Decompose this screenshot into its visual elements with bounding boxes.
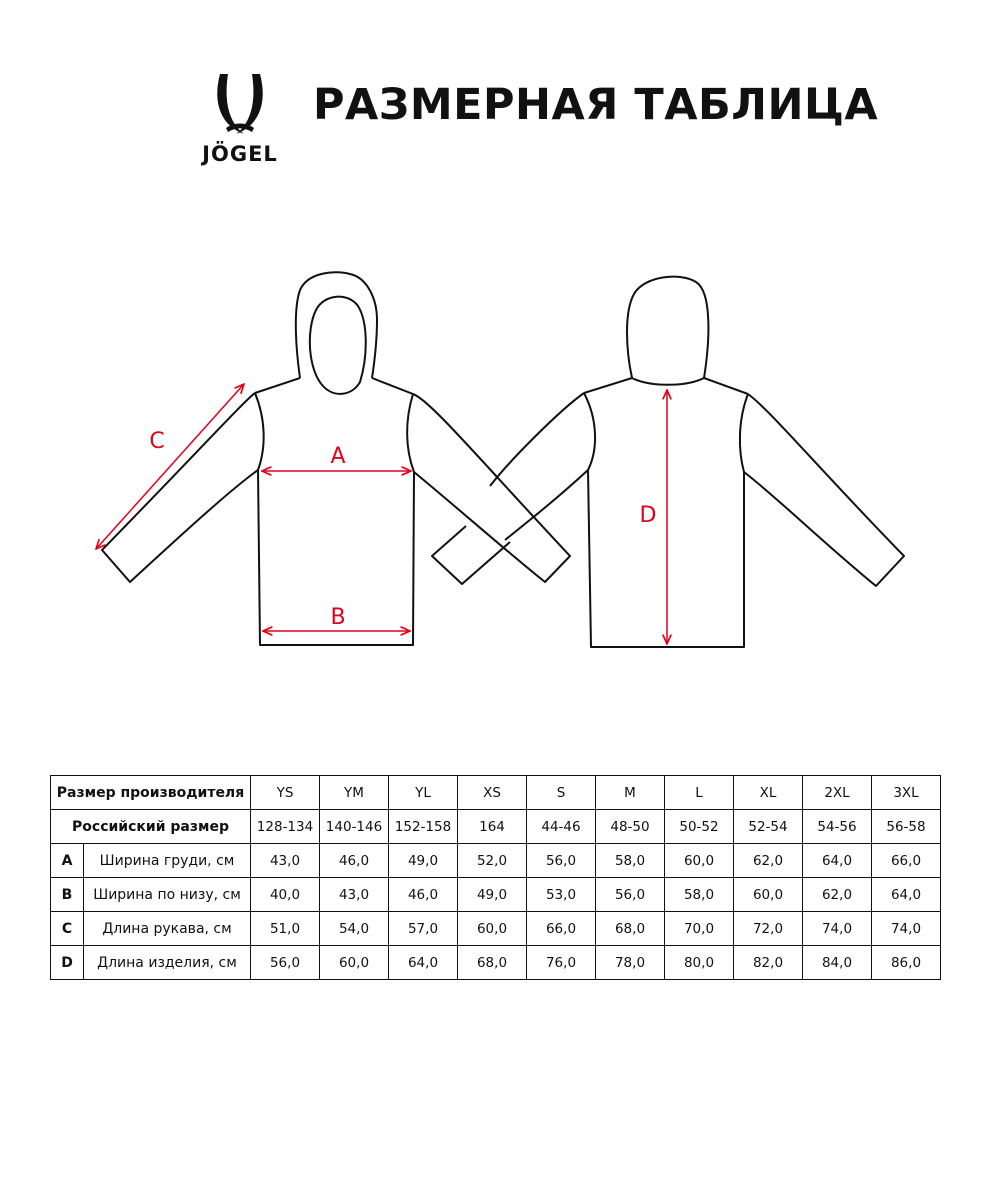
hoodie-back	[432, 277, 904, 647]
measurement-value-cell: 58,0	[665, 878, 734, 912]
size-header-cell: S	[527, 776, 596, 810]
measure-d-label: D	[639, 503, 657, 528]
russian-size-cell: 152-158	[389, 810, 458, 844]
measurement-value-cell: 43,0	[251, 844, 320, 878]
measurement-value-cell: 53,0	[527, 878, 596, 912]
measurement-value-cell: 66,0	[872, 844, 941, 878]
measurement-value-cell: 49,0	[389, 844, 458, 878]
measurement-letter: C	[51, 912, 84, 946]
measurement-value-cell: 57,0	[389, 912, 458, 946]
measurement-letter: A	[51, 844, 84, 878]
measurement-value-cell: 68,0	[596, 912, 665, 946]
measurement-letter: B	[51, 878, 84, 912]
measurement-letter: D	[51, 946, 84, 980]
header	[0, 0, 1000, 200]
size-header-cell: YS	[251, 776, 320, 810]
measurement-name: Ширина по низу, см	[84, 878, 251, 912]
measurement-value-cell: 56,0	[596, 878, 665, 912]
russian-size-cell: 56-58	[872, 810, 941, 844]
measurement-name: Длина изделия, см	[84, 946, 251, 980]
measurement-value-cell: 76,0	[527, 946, 596, 980]
russian-size-cell: 164	[458, 810, 527, 844]
measurement-value-cell: 58,0	[596, 844, 665, 878]
size-header-cell: M	[596, 776, 665, 810]
measurement-value-cell: 74,0	[803, 912, 872, 946]
russian-size-cell: 54-56	[803, 810, 872, 844]
measurement-value-cell: 64,0	[872, 878, 941, 912]
measurement-value-cell: 56,0	[251, 946, 320, 980]
measurement-value-cell: 72,0	[734, 912, 803, 946]
table-row	[51, 946, 941, 980]
hoodie-diagram	[0, 260, 1000, 680]
size-header-cell: L	[665, 776, 734, 810]
measurement-value-cell: 84,0	[803, 946, 872, 980]
russian-size-cell: 128-134	[251, 810, 320, 844]
measure-c-line	[96, 384, 244, 549]
measurement-value-cell: 54,0	[320, 912, 389, 946]
measurement-value-cell: 60,0	[320, 946, 389, 980]
measurement-value-cell: 64,0	[389, 946, 458, 980]
size-header-cell: 2XL	[803, 776, 872, 810]
size-header-cell: YL	[389, 776, 458, 810]
measurement-value-cell: 86,0	[872, 946, 941, 980]
measurement-value-cell: 66,0	[527, 912, 596, 946]
brand-logo	[190, 70, 290, 170]
measurement-value-cell: 78,0	[596, 946, 665, 980]
measurement-value-cell: 60,0	[665, 844, 734, 878]
table-row	[51, 878, 941, 912]
brand-emblem-icon	[190, 70, 290, 140]
measurement-value-cell: 62,0	[803, 878, 872, 912]
measurement-value-cell: 40,0	[251, 878, 320, 912]
measurement-name: Длина рукава, см	[84, 912, 251, 946]
table-row-russian-size	[51, 810, 941, 844]
page-title: РАЗМЕРНАЯ ТАБЛИЦА	[313, 80, 879, 130]
measurement-value-cell: 64,0	[803, 844, 872, 878]
measurement-value-cell: 68,0	[458, 946, 527, 980]
measurement-value-cell: 46,0	[320, 844, 389, 878]
russian-row-label: Российский размер	[51, 810, 251, 844]
russian-size-cell: 52-54	[734, 810, 803, 844]
size-header-cell: XS	[458, 776, 527, 810]
measurement-value-cell: 46,0	[389, 878, 458, 912]
header-row-label: Размер производителя	[51, 776, 251, 810]
russian-size-cell: 140-146	[320, 810, 389, 844]
table-row	[51, 844, 941, 878]
russian-size-cell: 44-46	[527, 810, 596, 844]
measurement-value-cell: 62,0	[734, 844, 803, 878]
measurement-value-cell: 43,0	[320, 878, 389, 912]
russian-size-cell: 48-50	[596, 810, 665, 844]
size-chart-table	[50, 775, 941, 980]
size-header-cell: YM	[320, 776, 389, 810]
table-row-manufacturer-size	[51, 776, 941, 810]
measurement-name: Ширина груди, см	[84, 844, 251, 878]
size-header-cell: 3XL	[872, 776, 941, 810]
measurement-value-cell: 51,0	[251, 912, 320, 946]
measurement-value-cell: 80,0	[665, 946, 734, 980]
measurement-value-cell: 60,0	[458, 912, 527, 946]
measurement-value-cell: 49,0	[458, 878, 527, 912]
size-header-cell: XL	[734, 776, 803, 810]
measurement-value-cell: 70,0	[665, 912, 734, 946]
table-row	[51, 912, 941, 946]
measurement-value-cell: 82,0	[734, 946, 803, 980]
brand-name: JÖGEL	[202, 142, 278, 166]
measure-a-label: A	[330, 444, 346, 469]
measurement-value-cell: 52,0	[458, 844, 527, 878]
measure-b-label: B	[330, 605, 346, 630]
russian-size-cell: 50-52	[665, 810, 734, 844]
measurement-value-cell: 60,0	[734, 878, 803, 912]
measurement-value-cell: 56,0	[527, 844, 596, 878]
measurement-value-cell: 74,0	[872, 912, 941, 946]
measure-c-label: C	[149, 429, 165, 454]
